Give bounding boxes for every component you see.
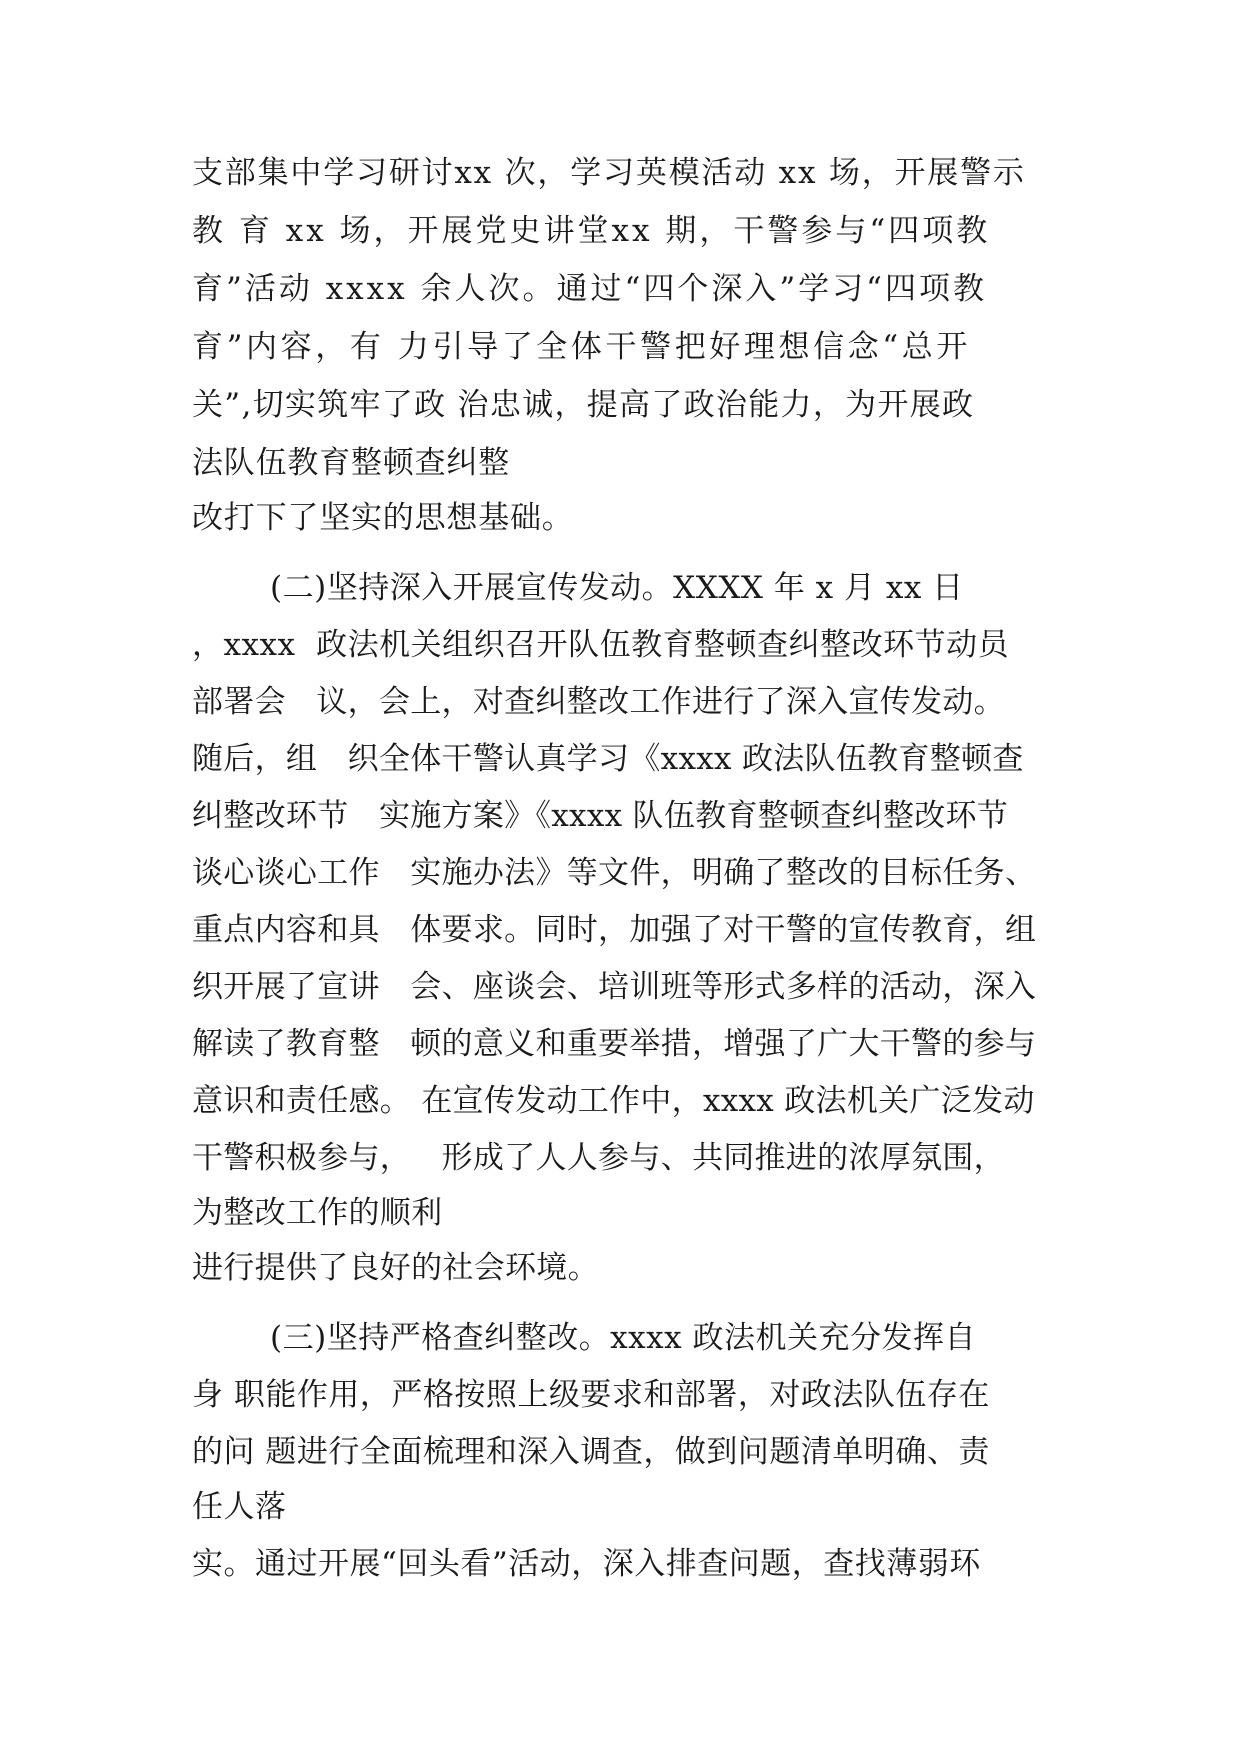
paragraph-heading-line: (三)坚持严格查纠整改。xxxx 政法机关充分发挥自	[270, 1320, 976, 1356]
text-line: 身 职能作用，严格按照上级要求和部署，对政法队伍存在	[192, 1377, 990, 1413]
text-line: 随后，组 织全体干警认真学习《xxxx 政法队伍教育整顿查	[192, 741, 1024, 777]
text-line: 关”,切实筑牢了政 治忠诚，提高了政治能力，为开展政	[192, 387, 975, 423]
text-line: 为整改工作的顺利	[192, 1195, 443, 1231]
text-line: 重点内容和具 体要求。同时，加强了对干警的宣传教育，组	[192, 912, 1037, 948]
text-line: 任人落	[192, 1489, 287, 1525]
text-line: 育”内容，有 力引导了全体干警把好理想信念“总开	[192, 329, 971, 365]
text-line: 的问 题进行全面梳理和深入调查，做到问题清单明确、责	[192, 1434, 990, 1470]
text-line: 教 育 xx 场，开展党史讲堂xx 期，干警参与“四项教	[192, 213, 991, 249]
text-line: 意识和责任感。 在宣传发动工作中，xxxx 政法机关广泛发动	[192, 1083, 1035, 1119]
paragraph-heading-line: (二)坚持深入开展宣传发动。XXXX 年 x 月 xx 日	[270, 570, 964, 606]
text-line: 改打下了坚实的思想基础。	[192, 500, 574, 536]
text-line: 法队伍教育整顿查纠整	[192, 445, 510, 481]
text-line: ，xxxx 政法机关组织召开队伍教育整顿查纠整改环节动员	[192, 627, 1010, 663]
text-line: 织开展了宣讲 会、座谈会、培训班等形式多样的活动，深入	[192, 969, 1037, 1005]
text-line: 纠整改环节 实施方案》《xxxx 队伍教育整顿查纠整改环节	[192, 798, 1009, 834]
text-line: 谈心谈心工作 实施办法》等文件，明确了整改的目标任务、	[192, 855, 1037, 891]
text-line: 支部集中学习研讨xx 次，学习英模活动 xx 场，开展警示	[192, 155, 1026, 191]
text-line: 进行提供了良好的社会环境。	[192, 1250, 599, 1286]
text-line: 实。通过开展“回头看”活动，深入排查问题，查找薄弱环	[192, 1546, 981, 1582]
text-line: 解读了教育整 顿的意义和重要举措，增强了广大干警的参与	[192, 1026, 1037, 1062]
text-line: 育”活动 xxxx 余人次。通过“四个深入”学习“四项教	[192, 271, 988, 307]
text-line: 干警积极参与， 形成了人人参与、共同推进的浓厚氛围，	[192, 1140, 1005, 1176]
text-line: 部署会 议，会上，对查纠整改工作进行了深入宣传发动。	[192, 684, 1005, 720]
